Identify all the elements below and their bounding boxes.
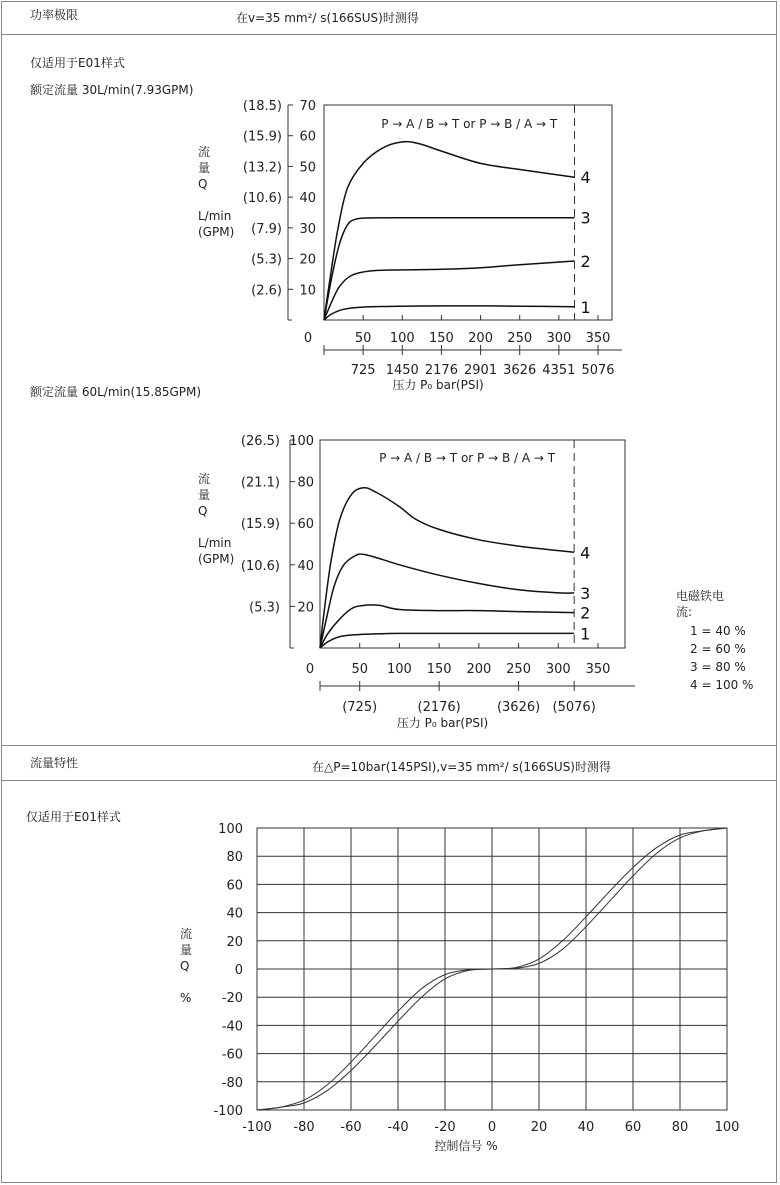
c1-y-sub-label: (15.9) bbox=[242, 129, 282, 145]
c1-x-tick-label: 200 bbox=[468, 331, 493, 346]
c2-series-label-1: 1 bbox=[580, 624, 591, 644]
c1-series-2 bbox=[324, 261, 575, 320]
c3-y-tick-label: 60 bbox=[226, 878, 243, 894]
c1-y-sub-label: (18.5) bbox=[242, 99, 282, 114]
c1-y-sub-label: (7.9) bbox=[251, 221, 282, 237]
c1-y-sub-label: (13.2) bbox=[242, 160, 282, 176]
c1-psi-tick-label: 4351 bbox=[542, 363, 576, 378]
c2-x-tick-label: 50 bbox=[351, 662, 368, 677]
c1-series-label-3: 3 bbox=[580, 208, 591, 228]
c2-y-sub-label: (10.6) bbox=[240, 558, 280, 574]
c1-x-tick-label: 350 bbox=[585, 331, 611, 346]
c2-x-zero-label: 0 bbox=[305, 662, 315, 677]
c3-y-tick-label: 0 bbox=[234, 963, 243, 978]
c2-psi-tick-label: (725) bbox=[342, 700, 378, 715]
c1-x-axis-label: 压力 P₀ bar(PSI) bbox=[392, 378, 484, 392]
c1-series-label-4: 4 bbox=[580, 168, 591, 188]
c2-series-2 bbox=[320, 605, 574, 648]
legend-title: 电磁铁电流: bbox=[676, 589, 725, 619]
c2-y-sub-label: (5.3) bbox=[249, 600, 280, 616]
c1-plot-frame bbox=[324, 105, 612, 320]
c2-y-label-part: 流 bbox=[198, 472, 211, 486]
c3-y-label-part: Q bbox=[180, 959, 190, 973]
c1-x-tick-label: 250 bbox=[507, 331, 533, 346]
applicability-note: 仅适用于E01样式 bbox=[30, 56, 125, 70]
c3-x-tick-label: 80 bbox=[671, 1120, 689, 1135]
legend-item-2: 2 = 60 % bbox=[690, 642, 746, 656]
c1-series-4 bbox=[324, 142, 575, 320]
c1-y-label-part: (GPM) bbox=[198, 225, 235, 239]
c3-x-tick-label: -20 bbox=[434, 1120, 456, 1135]
c2-y-tick-label: 20 bbox=[297, 600, 314, 616]
c2-y-label-part: Q bbox=[198, 504, 208, 518]
c3-x-tick-label: -40 bbox=[387, 1120, 409, 1135]
section-label-power-limit: 功率极限 bbox=[30, 8, 79, 22]
c1-y-tick-label: 10 bbox=[299, 283, 316, 299]
c1-x-tick-label: 150 bbox=[429, 331, 454, 346]
legend-item-4: 4 = 100 % bbox=[690, 678, 754, 692]
flow-applicability-note: 仅适用于E01样式 bbox=[26, 810, 121, 824]
c1-y-tick-label: 70 bbox=[299, 99, 316, 114]
c1-y-sub-label: (2.6) bbox=[251, 283, 282, 299]
legend-item-1: 1 = 40 % bbox=[690, 624, 746, 638]
c1-y-label-part: L/min bbox=[198, 209, 232, 223]
c1-x-zero-label: 0 bbox=[303, 331, 313, 346]
c3-x-tick-label: 40 bbox=[577, 1120, 595, 1135]
c3-y-label-part: 流 bbox=[180, 927, 193, 941]
c1-psi-tick-label: 5076 bbox=[581, 363, 615, 378]
c3-x-tick-label: 0 bbox=[487, 1120, 497, 1135]
c3-x-tick-label: -60 bbox=[340, 1120, 362, 1135]
c1-y-label-part: 量 bbox=[198, 161, 211, 175]
c3-y-tick-label: -100 bbox=[213, 1104, 243, 1119]
c1-x-tick-label: 50 bbox=[354, 331, 372, 346]
c2-x-tick-label: 200 bbox=[466, 662, 492, 677]
c3-x-tick-label: 60 bbox=[624, 1120, 642, 1135]
c3-y-tick-label: -80 bbox=[221, 1075, 243, 1091]
c2-series-label-3: 3 bbox=[580, 583, 591, 603]
c3-y-tick-label: -20 bbox=[221, 991, 243, 1007]
c1-series-label-2: 2 bbox=[580, 252, 591, 272]
c1-y-label-part: 流 bbox=[198, 145, 211, 159]
c2-flow-direction-annotation: P → A / B → T or P → B / A → T bbox=[379, 451, 556, 465]
c2-x-tick-label: 150 bbox=[426, 662, 452, 677]
c2-y-tick-label: 40 bbox=[297, 558, 314, 574]
c2-y-sub-label: (21.1) bbox=[240, 475, 280, 491]
c2-y-label-part: L/min bbox=[198, 536, 232, 550]
flow-measurement-condition: 在△P=10bar(145PSI),v=35 mm²/ s(166SUS)时测得 bbox=[312, 760, 611, 774]
c1-y-sub-label: (10.6) bbox=[242, 191, 282, 207]
c2-series-label-4: 4 bbox=[580, 543, 591, 563]
c1-x-tick-label: 300 bbox=[546, 331, 572, 346]
c1-y-tick-label: 40 bbox=[299, 191, 316, 207]
c3-x-tick-label: -80 bbox=[293, 1120, 315, 1135]
c2-series-label-2: 2 bbox=[580, 603, 591, 623]
c2-x-tick-label: 300 bbox=[545, 662, 571, 677]
c2-y-tick-label: 100 bbox=[289, 434, 314, 449]
c1-y-label-part: Q bbox=[198, 177, 208, 191]
c2-y-tick-label: 80 bbox=[297, 475, 314, 491]
c1-psi-tick-label: 3626 bbox=[503, 363, 537, 378]
c3-x-axis-label: 控制信号 % bbox=[434, 1139, 498, 1153]
c2-series-4 bbox=[320, 488, 574, 648]
c2-psi-tick-label: (3626) bbox=[496, 700, 541, 715]
c1-psi-tick-label: 1450 bbox=[385, 363, 419, 378]
c2-x-axis-label: 压力 P₀ bar(PSI) bbox=[396, 716, 489, 730]
c2-y-label-part: (GPM) bbox=[198, 552, 235, 566]
c2-series-1 bbox=[320, 633, 574, 648]
legend-item-3: 3 = 80 % bbox=[690, 660, 746, 674]
chart1-caption: 额定流量 30L/min(7.93GPM) bbox=[30, 83, 194, 97]
c3-x-tick-label: 20 bbox=[530, 1120, 548, 1135]
c1-y-tick-label: 60 bbox=[299, 129, 316, 145]
c3-y-tick-label: 20 bbox=[226, 934, 243, 950]
c2-x-tick-label: 350 bbox=[585, 662, 611, 677]
c2-y-tick-label: 60 bbox=[297, 517, 314, 533]
c3-y-tick-label: 40 bbox=[226, 906, 243, 922]
c3-x-tick-label: -100 bbox=[242, 1120, 272, 1135]
measurement-condition: 在v=35 mm²/ s(166SUS)时测得 bbox=[236, 11, 419, 25]
c2-y-sub-label: (26.5) bbox=[240, 434, 280, 449]
c2-y-label-part: 量 bbox=[198, 488, 211, 502]
c2-psi-tick-label: (5076) bbox=[552, 700, 596, 715]
c3-y-label-part: % bbox=[180, 991, 192, 1005]
c3-y-label-part: 量 bbox=[180, 943, 193, 957]
c1-psi-tick-label: 725 bbox=[350, 363, 376, 378]
c1-flow-direction-annotation: P → A / B → T or P → B / A → T bbox=[381, 117, 558, 131]
c1-psi-tick-label: 2901 bbox=[464, 363, 498, 378]
section-label-flow-characteristics: 流量特性 bbox=[30, 756, 79, 770]
c1-psi-tick-label: 2176 bbox=[424, 363, 458, 378]
c2-y-sub-label: (15.9) bbox=[240, 517, 280, 533]
c1-y-tick-label: 30 bbox=[299, 221, 316, 237]
c1-y-sub-label: (5.3) bbox=[251, 252, 282, 268]
c3-x-tick-label: 100 bbox=[714, 1120, 740, 1135]
c1-x-tick-label: 100 bbox=[389, 331, 415, 346]
c3-y-tick-label: 100 bbox=[218, 822, 243, 837]
c1-series-label-1: 1 bbox=[580, 297, 591, 317]
c1-y-tick-label: 20 bbox=[299, 252, 316, 268]
chart2-caption: 额定流量 60L/min(15.85GPM) bbox=[30, 385, 202, 399]
c1-y-tick-label: 50 bbox=[299, 160, 316, 176]
c3-y-tick-label: -40 bbox=[221, 1019, 243, 1035]
c3-y-tick-label: 80 bbox=[226, 850, 243, 866]
c3-y-tick-label: -60 bbox=[221, 1047, 243, 1063]
c2-x-tick-label: 250 bbox=[506, 662, 531, 677]
c2-x-tick-label: 100 bbox=[387, 662, 412, 677]
c2-psi-tick-label: (2176) bbox=[417, 700, 461, 715]
c1-series-1 bbox=[324, 306, 575, 320]
